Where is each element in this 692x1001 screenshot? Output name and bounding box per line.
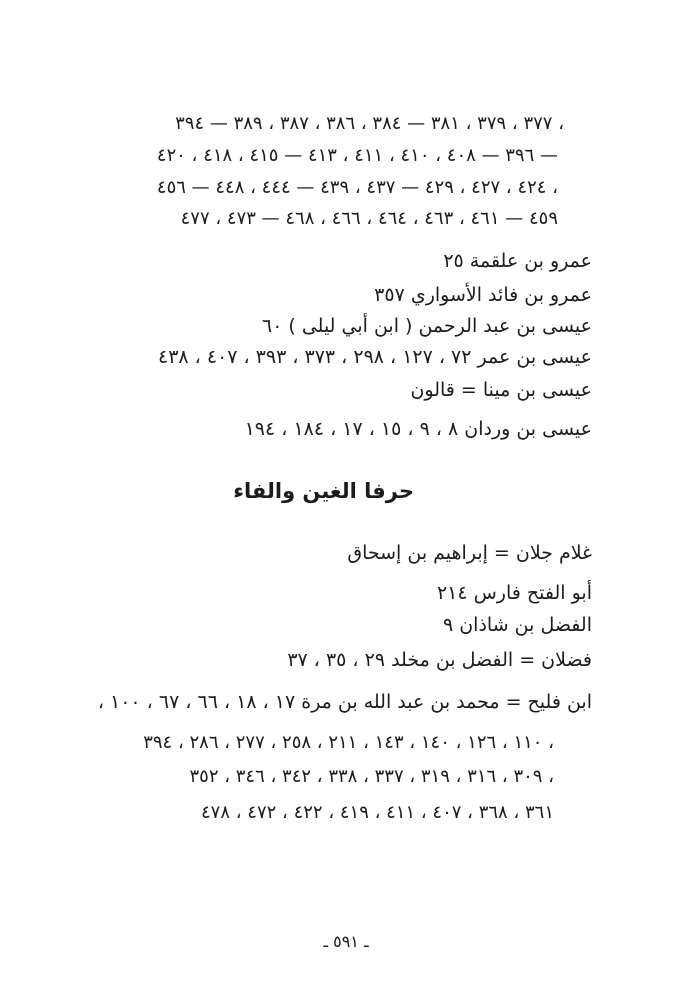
index-continuation-line: ٣٧٧ ، ٣٧٩ ، ٣٨١ — ٣٨٤ ، ٣٨٦ ، ٣٨٧ ، ٣٨٩ — ٣٩٤ ، [175,113,564,134]
index-continuation-line: ٤٥٩ — ٤٦١ ، ٤٦٣ ، ٤٦٤ ، ٤٦٦ ، ٤٦٨ — ٤٧٣ ، ٤٧٧ [180,208,558,229]
index-continuation-line: ١١٠ ، ١٢٦ ، ١٤٠ ، ١٤٣ ، ٢١١ ، ٢٥٨ ، ٢٧٧ ، ٢٨٦ ، ٣٩٤ ، [143,732,554,753]
index-entry: عيسى بن عبد الرحمن ( ابن أبي ليلى ) ٦٠ [261,315,592,337]
index-continuation-line: ٣٦١ ، ٣٦٨ ، ٤٠٧ ، ٤١١ ، ٤١٩ ، ٤٢٢ ، ٤٧٢ ، ٤٧٨ [201,802,554,823]
section-heading: حرفا الغين والفاء [233,479,414,503]
index-entry: عيسى بن وردان ٨ ، ٩ ، ١٥ ، ١٧ ، ١٨٤ ، ١٩٤ [244,418,592,440]
index-continuation-line: ٣٠٩ ، ٣١٦ ، ٣١٩ ، ٣٣٧ ، ٣٣٨ ، ٣٤٢ ، ٣٤٦ ، ٣٥٢ ، [189,766,554,787]
page-number: ـ ٥٩١ ـ [323,932,369,951]
index-entry: عمرو بن فائد الأسواري ٣٥٧ [374,284,592,306]
index-entry: فضلان = الفضل بن مخلد ٢٩ ، ٣٥ ، ٣٧ [287,649,592,671]
index-entry: غلام جلان = إبراهيم بن إسحاق [347,542,592,564]
index-entry: عمرو بن علقمة ٢٥ [443,250,592,272]
index-entry: عيسى بن مينا = قالون [410,379,592,401]
index-entry: عيسى بن عمر ٧٢ ، ١٢٧ ، ٢٩٨ ، ٣٧٣ ، ٣٩٣ ، ٤٠٧ ، ٤٣٨ [157,346,592,368]
index-entry: ابن فليح = محمد بن عبد الله بن مرة ١٧ ، ١٨ ، ٦٦ ، ٦٧ ، ١٠٠ ، [97,691,592,713]
index-entry: الفضل بن شاذان ٩ [442,614,592,636]
index-entry: أبو الفتح فارس ٢١٤ [436,582,592,604]
index-continuation-line: ٤٢٤ ، ٤٢٧ ، ٤٢٩ — ٤٣٧ ، ٤٣٩ — ٤٤٤ ، ٤٤٨ — ٤٥٦ ، [156,177,558,198]
index-continuation-line: ٣٩٦ — ٤٠٨ ، ٤١٠ ، ٤١١ ، ٤١٣ — ٤١٥ ، ٤١٨ ، ٤٢٠ — [156,145,558,166]
